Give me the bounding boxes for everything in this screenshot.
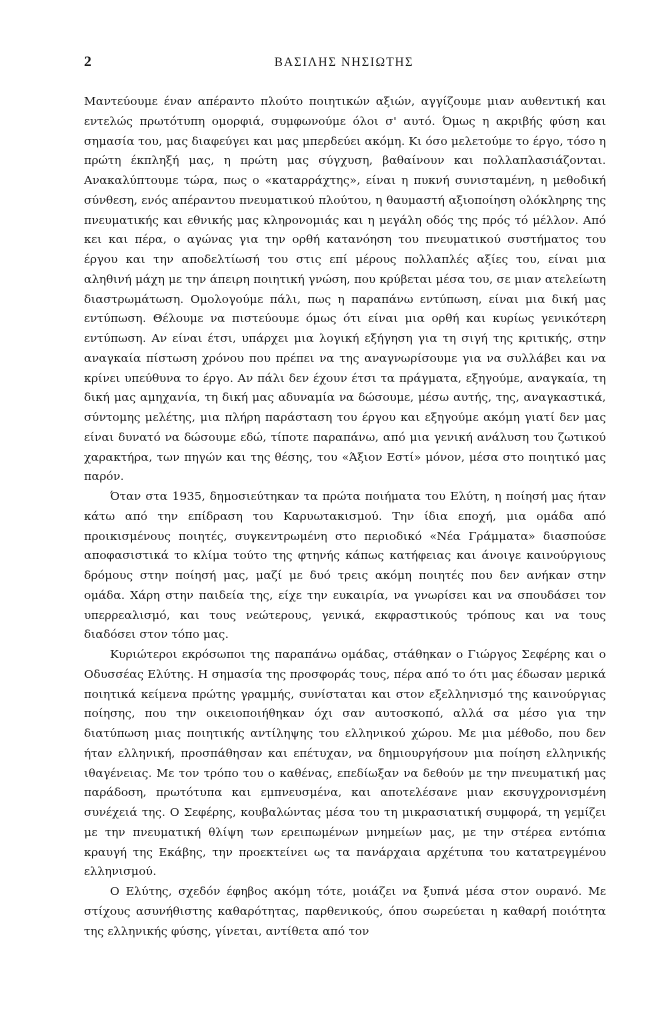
running-head — [84, 54, 604, 74]
paragraph-3: Κυριώτεροι εκρόσωποι της παραπάνω ομάδας, στάθηκαν ο Γιώργος Σεφέρης και ο Οδυσσέας Ελύτης. Η σημασία της προσφοράς τους, πέρα από το ότι μας έδωσαν μερικά ποιητικά κείμενα πρώτης γραμμής, συνίσταται και στον εξελληνισμό της καινούργιας ποίησης, που την οικειοποιήθηκαν όχι σαν αυτοσκοπό, αλλά σα μέσο για την διατύπωση μιας ποιητικής αντίληψης του ελληνικού χώρου. Με μια μέθοδο, που δεν ήταν ελληνική, προσπάθησαν και επέτυχαν, να δημιουργήσουν μια ποίηση ελληνικής ιθαγένειας. Με τον τρόπο του ο καθένας, επεδίωξαν να δεθούν με την πνευματική μας παράδοση, πρωτότυπα και εμπνευσμένα, και αποτελέσανε μιαν εκσυγχρονισμένη συνέχειά της. Ο Σεφέρης, κουβαλώντας μέσα του τη μικρασιατική συμφορά, τη γεμίζει με την πνευματική θλίψη των ερειπωμένων μνημείων μας, με την στέρεα εντόπια κραυγή της Εκάβης, την προεκτείνει ως τα πανάρχαια αρχέτυπα του κατατρεγμένου ελληνισμού. — [84, 647, 606, 879]
body-text — [84, 92, 606, 941]
paragraph-4: Ο Ελύτης, σχεδόν έφηβος ακόμη τότε, μοιάζει να ξυπνά μέσα στον ουρανό. Με στίχους ασυνήθιστης καθαρότητας, παρθενικούς, όπου σωρεύεται η καθαρή ποιότητα της ελληνικής φύσης, γίνεται, αντίθετα από τον — [84, 884, 606, 938]
paragraph-1: Μαντεύουμε έναν απέραντο πλούτο ποιητικών αξιών, αγγίζουμε μιαν αυθεντική και εντελώς πρωτότυπη ομορφιά, συμφωνούμε όλοι σ' αυτό. Όμως η ακριβής φύση και σημασία του, μας διαφεύγει και μας μπερδεύει ακόμη. Κι όσο μελετούμε το έργο, τόσο η πρώτη έκπληξή μας, η πρώτη μας σύγχυση, βαθαίνουν και πολλαπλασιάζονται. Ανακαλύπτουμε τώρα, πως ο «καταρράχτης», είναι η πυκνή συνισταμένη, η μεθοδική σύνθεση, ενός απέραντου πνευματικού πλούτου, η θαυμαστή αξιοποίηση ολόκληρης της πνευματικής και εθνικής μας κληρονομιάς και η μεγάλη οδός της πρός τό μέλλον. Από κει και πέρα, ο αγώνας για την ορθή κατανόηση του πνευματικού συστήματος του έργου και την αποδελτίωσή του στις επί μέρους πολλαπλές αξίες του, είναι μια αληθινή μάχη με την άπειρη ποιητική γνώση, που κρύβεται μέσα του, σε μιαν ατελείωτη διαστρωμάτωση. Ομολογούμε πάλι, πως η παραπάνω εντύπωση, είναι μια δική μας εντύπωση. Θέλουμε να πιστεύουμε όμως ότι είναι μια ορθή και κυρίως γενικότερη εντύπωση. Αν είναι έτσι, υπάρχει μια λογική εξήγηση για τη σιγή της κριτικής, στην αναγκαία πίστωση χρόνου που πρέπει να της αναγνωρίσουμε για να συλλάβει και να κρίνει υπεύθυνα το έργο. Αν πάλι δεν έχουν έτσι τα πράγματα, εξηγούμε, αναγκαία, τη δική μας αμηχανία, τη δική μας αδυναμία να δώσουμε, μέσω αυτής, της, αναγκαστικά, σύντομης μελέτης, μια πλήρη παράσταση του έργου και εξηγούμε ακόμη γιατί δεν μας είναι δυνατό να δώσουμε εδώ, τίποτε παραπάνω, από μια γενική ανάλυση του ζωτικού χαρακτήρα, των πηγών και της θέσης, του «Άξιον Εστί» μόνον, μέσα στο ποιητικό μας παρόν. — [84, 94, 606, 484]
running-title: ΒΑΣΙΛΗΣ ΝΗΣΙΩΤΗΣ — [274, 55, 414, 69]
page-number: 2 — [84, 54, 92, 70]
paragraph-2: Όταν στα 1935, δημοσιεύτηκαν τα πρώτα ποιήματα του Ελύτη, η ποίησή μας ήταν κάτω από την επίδραση του Καρυωτακισμού. Την ίδια εποχή, μια ομάδα από προικισμένους ποιητές, συγκεντρωμένη στο περιοδικό «Νέα Γράμματα» διασπούσε αποφασιστικά το κλίμα τούτο της φτηνής κάπως κατήφειας και άνοιγε καινούργιους δρόμους στην ποίησή μας, μαζί με δυό τρεις ακόμη ποιητές που δεν ανήκαν στην ομάδα. Χάρη στην παιδεία της, είχε την ευκαιρία, να γνωρίσει και να σπουδάσει τον υπερρεαλισμό, και τους νεώτερους, γενικά, εκφραστικούς τρόπους και να τους διαδόσει στον τόπο μας. — [84, 489, 606, 642]
